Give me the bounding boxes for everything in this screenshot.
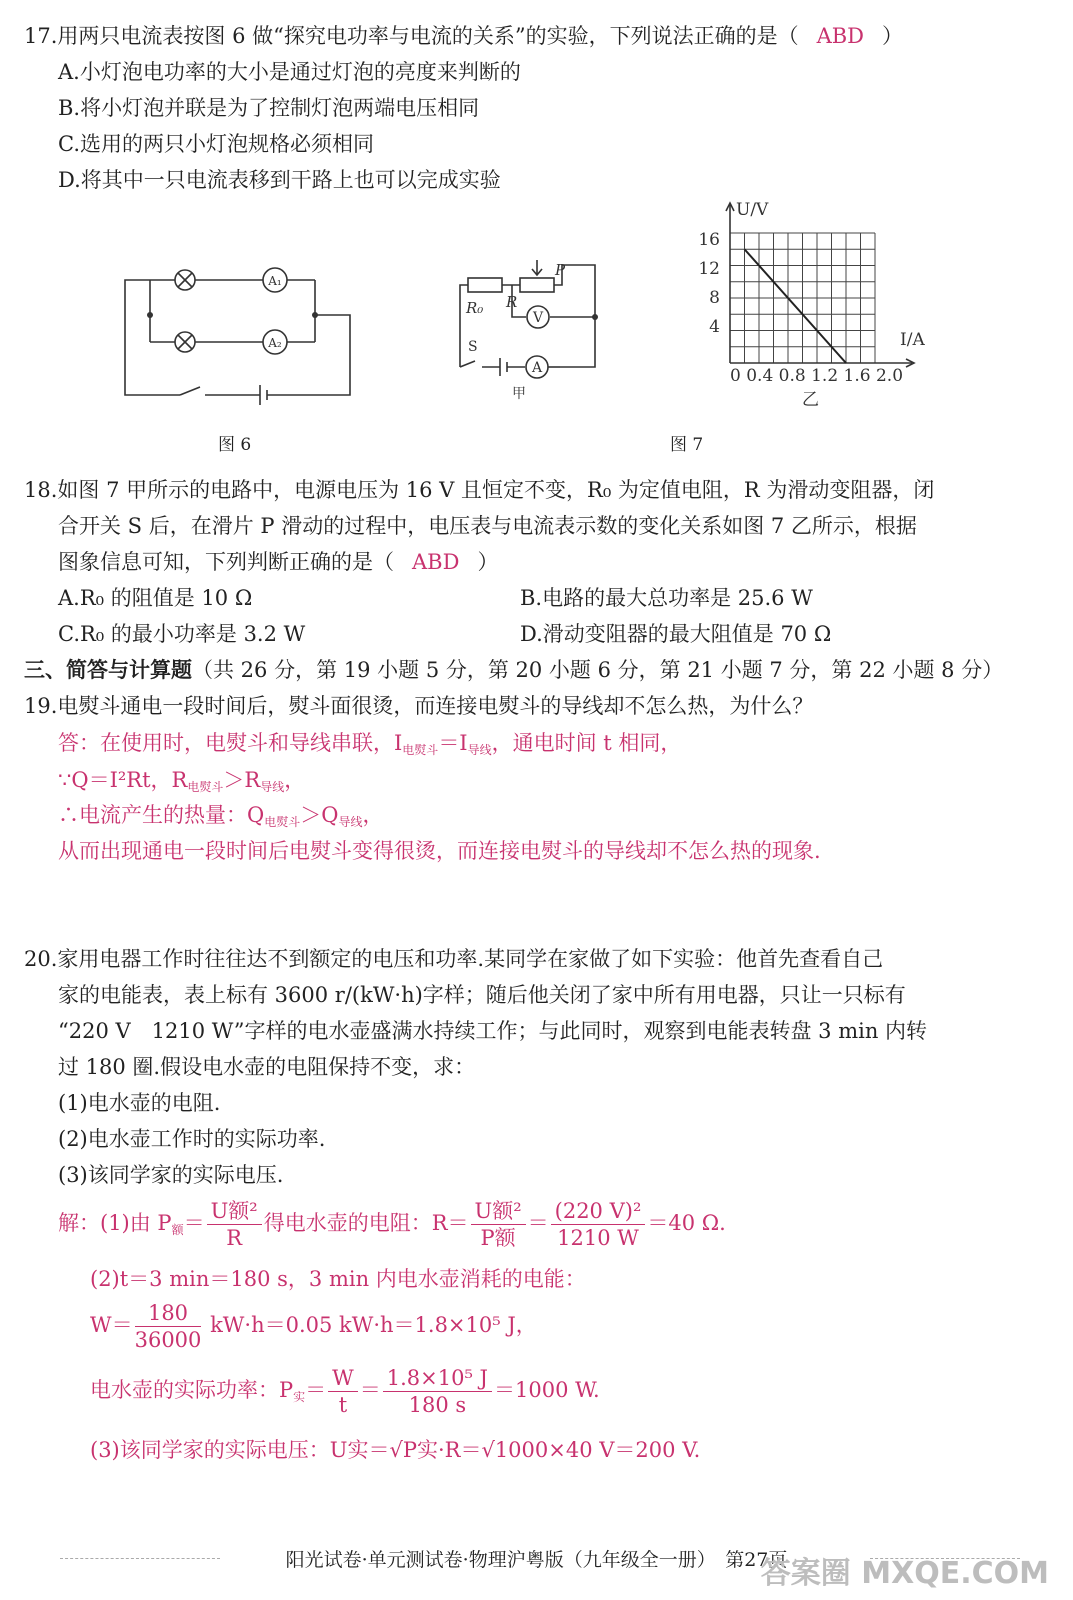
q20-solution-5: (3)该同学家的实际电压：U实＝√P实·R＝√1000×40 V＝200 V. xyxy=(90,1438,701,1462)
q18-option-a: A.R₀ 的阻值是 10 Ω xyxy=(58,586,253,610)
q17-stem: 17.用两只电流表按图 6 做“探究电功率与电流的关系”的实验，下列说法正确的是（ ABD ） xyxy=(24,24,904,48)
q20-sub2: (2)电水壶工作时的实际功率. xyxy=(58,1127,326,1151)
section-3-heading: 三、简答与计算题（共 26 分，第 19 小题 5 分，第 20 小题 6 分，第 21 小题 7 分，第 22 小题 8 分） xyxy=(24,657,1004,682)
q20-sub3: (3)该同学家的实际电压. xyxy=(58,1163,284,1187)
y-tick-8: 8 xyxy=(709,288,720,308)
q20-line1: 20.家用电器工作时往往达不到额定的电压和功率.某同学在家做了如下实验：他首先查看自己 xyxy=(24,947,884,971)
q18-line3: 图象信息可知，下列判断正确的是（ ABD ） xyxy=(58,550,499,574)
switch-s-label: S xyxy=(468,339,478,355)
jia-label: 甲 xyxy=(512,386,526,402)
q17-option-a: A.小灯泡电功率的大小是通过灯泡的亮度来判断的 xyxy=(58,60,521,84)
x-axis-label: I/A xyxy=(900,330,925,350)
q18-line1: 18.如图 7 甲所示的电路中，电源电压为 16 V 且恒定不变，R₀ 为定值电阻，R 为滑动变阻器，闭 xyxy=(24,478,935,502)
u-i-series-line xyxy=(745,249,847,363)
q17-answer: ABD xyxy=(816,24,865,48)
x-tick-labels: 0 0.4 0.8 1.2 1.6 2.0 xyxy=(730,366,904,386)
yi-label: 乙 xyxy=(802,390,819,410)
q20-solution-2: (2)t＝3 min＝180 s，3 min 内电水壶消耗的电能： xyxy=(90,1267,586,1291)
y-axis-label: U/V xyxy=(736,200,769,220)
r-label: R xyxy=(506,293,518,311)
ammeter-a1-label: A₁ xyxy=(268,274,282,288)
q17-option-d: D.将其中一只电流表移到干路上也可以完成实验 xyxy=(58,168,501,192)
q19-answer-line2: ∵Q＝I²Rt，$R_{电熨斗}>R_{导线}$， xyxy=(58,768,306,794)
q20-sub1: (1)电水壶的电阻. xyxy=(58,1091,221,1115)
ammeter-a2-label: A₂ xyxy=(268,336,282,350)
q20-solution-3: W＝ $\frac{180}{36000}$ kW·h＝0.05 kW·h＝1.8×10⁵ J， xyxy=(90,1301,537,1352)
r0-label: R₀ xyxy=(466,299,484,317)
watermark: 答案圈 MXQE.COM xyxy=(760,1556,1049,1591)
voltmeter-label: V xyxy=(532,310,544,326)
q19-stem: 19.电熨斗通电一段时间后，熨斗面很烫，而连接电熨斗的导线却不怎么热，为什么？ xyxy=(24,694,814,718)
q18-answer: ABD xyxy=(412,550,460,574)
slider-p-label: P xyxy=(555,261,566,279)
y-tick-12: 12 xyxy=(698,259,720,279)
q20-line3: “220 V 1210 W”字样的电水壶盛满水持续工作；与此同时，观察到电能表转盘 3 min 内转 xyxy=(58,1019,928,1043)
q20-solution-1: 解：(1)由 $P_额=$ $\frac{\text{U额²}}{R}$ 得电水壶的电阻：R＝ $\frac{\text{U额²}}{\text{P额}}$ ＝ $\frac{\text{(220 V)²}}{1210 W}$ ＝40 Ω. xyxy=(58,1199,726,1250)
y-tick-4: 4 xyxy=(709,317,720,337)
figure-7-circuit xyxy=(440,255,610,415)
y-tick-16: 16 xyxy=(698,230,720,250)
q18-option-b: B.电路的最大总功率是 25.6 W xyxy=(520,586,813,610)
figure-6-caption: 图 6 xyxy=(218,435,252,455)
figure-6-circuit xyxy=(115,260,360,410)
page-footer: 阳光试卷·单元测试卷·物理沪粤版（九年级全一册） 第27页 xyxy=(285,1549,788,1571)
q17-option-b: B.将小灯泡并联是为了控制灯泡两端电压相同 xyxy=(58,96,480,120)
figure-7-caption: 图 7 xyxy=(670,435,704,455)
q18-line2: 合开关 S 后，在滑片 P 滑动的过程中，电压表与电流表示数的变化关系如图 7 乙所示，根据 xyxy=(58,514,917,538)
q18-option-c: C.R₀ 的最小功率是 3.2 W xyxy=(58,622,306,646)
q20-line4: 过 180 圈.假设电水壶的电阻保持不变，求： xyxy=(58,1055,476,1079)
q18-option-d: D.滑动变阻器的最大阻值是 70 Ω xyxy=(520,622,832,646)
q19-answer-line1: 答：在使用时，电熨斗和导线串联，$I_{电熨斗}=I_{导线}$，通电时间 t 相同， xyxy=(58,731,682,757)
q17-option-c: C.选用的两只小灯泡规格必须相同 xyxy=(58,132,374,156)
figure-7-graph xyxy=(690,195,940,410)
q19-answer-line3: ∴电流产生的热量：$Q_{电熨斗}>Q_{导线}$， xyxy=(58,803,384,829)
ammeter-label: A xyxy=(531,360,543,376)
q20-line2: 家的电能表，表上标有 3600 r/(kW·h)字样；随后他关闭了家中所有用电器，只让一只标有 xyxy=(58,983,906,1007)
q20-solution-4: 电水壶的实际功率：$P_实=$ $\frac{W}{t}$ ＝ $\frac{\text{1.8×10⁵ J}}{180 s}$ ＝1000 W. xyxy=(90,1366,600,1417)
q19-answer-line4: 从而出现通电一段时间后电熨斗变得很烫，而连接电熨斗的导线却不怎么热的现象. xyxy=(58,839,821,863)
